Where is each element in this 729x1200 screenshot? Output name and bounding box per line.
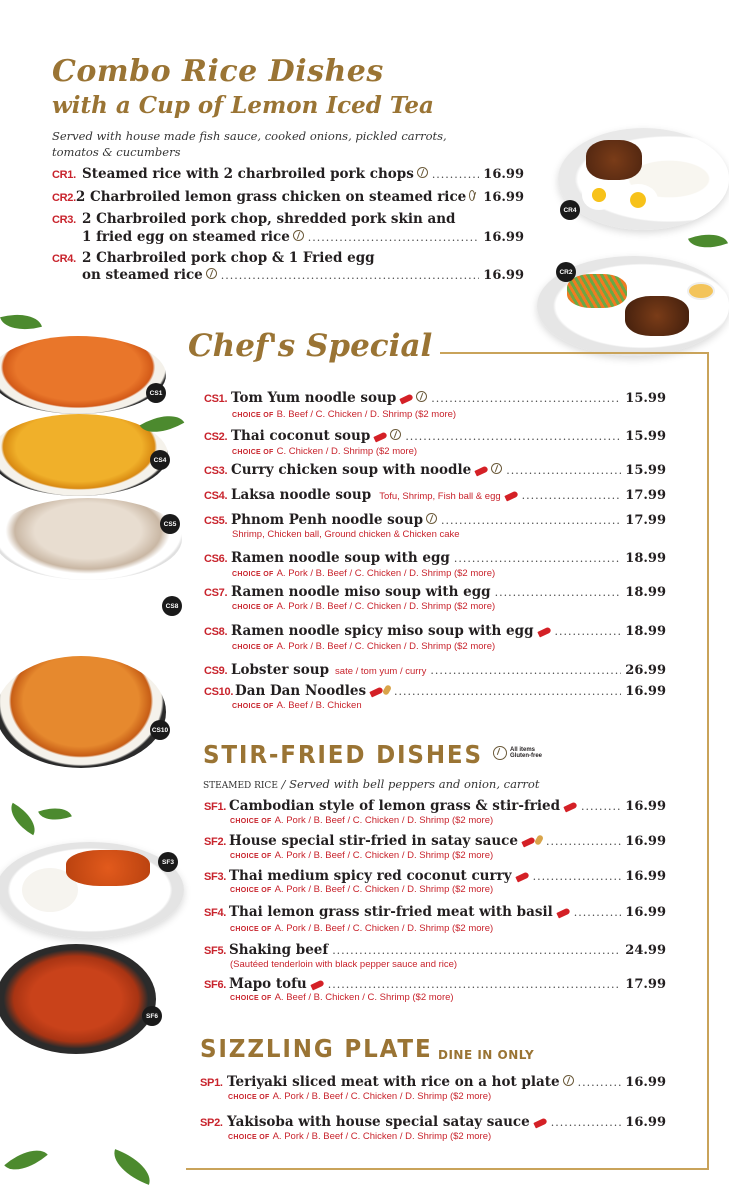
leader-dots <box>522 489 622 502</box>
item-code: SF3. <box>204 871 227 883</box>
leader-dots <box>555 625 622 638</box>
choice-label: CHOICE OF <box>230 818 272 825</box>
leader-dots <box>578 1076 622 1089</box>
menu-item-cs3 <box>204 462 666 478</box>
item-price: 17.99 <box>625 977 666 992</box>
menu-item-sf1 <box>204 798 666 814</box>
leader-dots <box>506 464 621 477</box>
leader-dots <box>546 835 621 848</box>
choice-text: A. Pork / B. Beef / C. Chicken / D. Shrimp ($2 more) <box>274 884 494 895</box>
leaf-decoration <box>0 307 42 336</box>
menu-item-cr3-line1 <box>52 211 524 227</box>
choice-options <box>232 641 495 652</box>
photo-tag-cs10: CS10 <box>150 720 170 740</box>
choice-options <box>230 815 493 826</box>
choice-options <box>232 409 456 420</box>
spicy-icon <box>537 627 551 638</box>
menu-item-cs4 <box>204 487 666 503</box>
choice-label: CHOICE OF <box>230 887 272 894</box>
item-name: 2 Charbroiled lemon grass chicken on steamed rice <box>75 189 467 205</box>
leader-dots <box>308 231 479 244</box>
choice-label: CHOICE OF <box>232 571 274 578</box>
item-price: 16.99 <box>625 799 666 814</box>
gluten-free-icon <box>416 391 427 402</box>
item-code: SP2. <box>200 1117 223 1129</box>
menu-item-cs7 <box>204 584 666 600</box>
menu-item-cr2 <box>52 189 524 205</box>
peanut-icon <box>382 684 392 696</box>
item-price: 16.99 <box>483 167 524 182</box>
item-price: 16.99 <box>625 905 666 920</box>
photo-tag-sf6: SF6 <box>142 1006 162 1026</box>
item-code: CS10. <box>204 686 234 698</box>
choice-text: A. Pork / B. Beef / C. Chicken / D. Shrimp ($2 more) <box>272 1131 492 1142</box>
item-code: CR3. <box>52 214 76 226</box>
basil-leaf-decoration <box>4 1139 47 1180</box>
leader-dots <box>454 552 621 565</box>
menu-item-cr1 <box>52 166 524 182</box>
spicy-icon <box>504 491 518 502</box>
choice-label: CHOICE OF <box>230 853 272 860</box>
choice-options <box>228 1131 491 1142</box>
leader-dots <box>394 685 621 698</box>
stir-title: STIR-FRIED DISHES <box>203 740 483 769</box>
leader-dots <box>432 168 479 181</box>
photo-tag-cs1: CS1 <box>146 383 166 403</box>
item-price: 18.99 <box>625 585 666 600</box>
gluten-free-icon <box>417 167 428 178</box>
spicy-icon <box>563 802 577 813</box>
item-name: Thai lemon grass stir-fried meat with basil <box>229 904 553 920</box>
choice-text: A. Beef / B. Chicken <box>276 700 362 711</box>
spicy-icon <box>475 466 489 477</box>
menu-item-sp1 <box>200 1074 666 1090</box>
gluten-free-note: All items Gluten-free <box>510 747 543 759</box>
spicy-icon <box>515 872 529 883</box>
gluten-free-badge <box>490 746 544 760</box>
item-name: Phnom Penh noodle soup <box>231 512 424 528</box>
item-code: CS6. <box>204 553 228 565</box>
plate-photo-cr4 <box>558 128 729 230</box>
combo-title-line2: with a Cup of Lemon Iced Tea <box>52 92 434 119</box>
leader-dots <box>533 870 622 883</box>
spicy-icon <box>533 1118 547 1129</box>
gluten-free-icon <box>206 268 217 279</box>
spicy-icon <box>374 432 388 443</box>
item-price: 16.99 <box>625 869 666 884</box>
item-code: CR1. <box>52 169 76 181</box>
choice-text: A. Pork / B. Beef / C. Chicken / D. Shrimp ($2 more) <box>274 923 494 934</box>
combo-subtitle: Served with house made fish sauce, cooked onions, pickled carrots, <box>52 129 447 143</box>
item-name: Lobster soup <box>231 662 330 678</box>
item-note: sate / tom yum / curry <box>335 666 427 677</box>
item-name-cont: 1 fried egg on steamed rice <box>82 229 290 245</box>
bowl-photo-cs5 <box>0 498 182 580</box>
sizzling-title: SIZZLING PLATE <box>200 1034 433 1063</box>
gluten-free-icon <box>390 429 401 440</box>
gluten-free-icon <box>563 1075 574 1086</box>
leader-dots <box>221 269 480 282</box>
item-code: CS8. <box>204 626 228 638</box>
leader-dots <box>431 392 621 405</box>
choice-options <box>230 884 493 895</box>
item-code: CS1. <box>204 393 228 405</box>
item-price: 16.99 <box>625 1115 666 1130</box>
choice-options <box>232 568 495 579</box>
menu-item-sf6 <box>204 976 666 992</box>
item-code: SF5. <box>204 945 227 957</box>
item-code: CR2. <box>52 192 76 204</box>
menu-item-cs5 <box>204 512 666 528</box>
item-name: Cambodian style of lemon grass & stir-fried <box>229 798 561 814</box>
item-price: 18.99 <box>625 551 666 566</box>
item-price: 16.99 <box>483 268 524 283</box>
item-name: Ramen noodle spicy miso soup with egg <box>231 623 534 639</box>
item-price: 17.99 <box>625 513 666 528</box>
choice-options <box>230 850 493 861</box>
photo-tag-cs5: CS5 <box>160 514 180 534</box>
choice-text: A. Pork / B. Beef / C. Chicken / D. Shrimp ($2 more) <box>274 850 494 861</box>
stir-subtitle-text: / Served with bell peppers and onion, carrot <box>277 777 540 791</box>
basil-leaf-decoration <box>108 1149 157 1185</box>
item-code: CS2. <box>204 431 228 443</box>
menu-item-cs2 <box>204 428 666 444</box>
item-name: Tom Yum noodle soup <box>231 390 397 406</box>
peanut-icon <box>534 834 544 846</box>
photo-tag-cr2: CR2 <box>556 262 576 282</box>
gluten-free-icon <box>493 746 507 760</box>
item-name: Curry chicken soup with noodle <box>231 462 472 478</box>
item-price: 15.99 <box>625 429 666 444</box>
gluten-free-icon <box>293 230 304 241</box>
item-code: SF6. <box>204 979 227 991</box>
choice-label: CHOICE OF <box>232 644 274 651</box>
item-name: Teriyaki sliced meat with rice on a hot plate <box>227 1074 560 1090</box>
item-name: Shaking beef <box>229 942 329 958</box>
spicy-icon <box>556 908 570 919</box>
item-price: 15.99 <box>625 463 666 478</box>
gluten-free-icon <box>491 463 502 474</box>
item-name: Thai coconut soup <box>231 428 371 444</box>
choice-options <box>228 1091 491 1102</box>
choice-text: B. Beef / C. Chicken / D. Shrimp ($2 more) <box>276 409 457 420</box>
item-code: CS4. <box>204 490 228 502</box>
item-price: 15.99 <box>625 391 666 406</box>
photo-tag-sf3: SF3 <box>158 852 178 872</box>
item-name: Ramen noodle soup with egg <box>231 550 450 566</box>
choice-label: CHOICE OF <box>232 604 274 611</box>
leader-dots <box>574 906 622 919</box>
chef-title: Chef's Special <box>188 328 440 364</box>
item-price: 16.99 <box>483 190 524 205</box>
item-code: CS9. <box>204 665 228 677</box>
menu-item-cr4 <box>82 267 524 283</box>
choice-options <box>232 700 362 711</box>
item-name: 2 Charbroiled pork chop, shredded pork skin and <box>82 211 456 227</box>
choice-label: CHOICE OF <box>228 1134 270 1141</box>
item-code: CS7. <box>204 587 228 599</box>
item-code: CS3. <box>204 465 228 477</box>
choice-text: A. Pork / B. Beef / C. Chicken / D. Shrimp ($2 more) <box>276 568 496 579</box>
item-code: SF1. <box>204 801 227 813</box>
basil-leaf-decoration <box>38 801 72 826</box>
item-name: Ramen noodle miso soup with egg <box>231 584 491 600</box>
bowl-photo-cs10 <box>0 656 166 768</box>
choice-options <box>232 446 417 457</box>
item-note: Tofu, Shrimp, Fish ball & egg <box>379 491 501 502</box>
item-name: Laksa noodle soup <box>231 487 372 503</box>
menu-item-cs6 <box>204 550 666 566</box>
choice-label: CHOICE OF <box>232 412 274 419</box>
combo-subtitle-2: tomatos & cucumbers <box>52 145 181 159</box>
plate-photo-sf6 <box>0 944 156 1054</box>
spicy-icon <box>369 687 383 698</box>
bowl-photo-cs8 <box>0 572 178 656</box>
choice-text: A. Pork / B. Beef / C. Chicken / D. Shrimp ($2 more) <box>274 815 494 826</box>
item-name: Mapo tofu <box>229 976 307 992</box>
choice-text: A. Beef / B. Chicken / C. Shrimp ($2 more) <box>274 992 454 1003</box>
menu-item-cr3 <box>82 229 524 245</box>
menu-item-cs9 <box>204 662 666 678</box>
leader-dots <box>495 586 622 599</box>
item-price: 26.99 <box>625 663 666 678</box>
item-price: 16.99 <box>625 684 666 699</box>
item-price: 17.99 <box>625 488 666 503</box>
menu-item-sf4 <box>204 904 666 920</box>
gluten-free-icon <box>469 190 475 201</box>
stir-subtitle-caps: STEAMED RICE <box>203 781 278 791</box>
basil-leaf-decoration <box>4 803 42 836</box>
leader-dots <box>581 800 621 813</box>
item-name: Yakisoba with house special satay sauce <box>227 1114 530 1130</box>
choice-text: A. Pork / B. Beef / C. Chicken / D. Shrimp ($2 more) <box>276 601 496 612</box>
leader-dots <box>551 1116 622 1129</box>
choice-label: CHOICE OF <box>232 703 274 710</box>
item-name: Steamed rice with 2 charbroiled pork chops <box>82 166 414 182</box>
choice-options <box>230 992 454 1003</box>
spicy-icon <box>310 980 324 991</box>
item-code: CS5. <box>204 515 228 527</box>
item-code: SF2. <box>204 836 227 848</box>
item-name: House special stir-fried in satay sauce <box>229 833 518 849</box>
choice-label: CHOICE OF <box>228 1094 270 1101</box>
choice-options <box>232 601 495 612</box>
menu-item-sf3 <box>204 868 666 884</box>
item-price: 16.99 <box>625 834 666 849</box>
stir-subtitle <box>203 777 539 791</box>
basil-leaf-decoration <box>688 226 728 255</box>
plate-photo-sf3 <box>0 842 184 938</box>
choice-label: CHOICE OF <box>230 995 272 1002</box>
leader-dots <box>405 430 621 443</box>
item-name-cont: on steamed rice <box>82 267 203 283</box>
leader-dots <box>332 944 621 957</box>
choice-options <box>230 923 493 934</box>
item-description: (Sautéed tenderloin with black pepper sauce and rice) <box>230 959 458 970</box>
photo-tag-cr4: CR4 <box>560 200 580 220</box>
leader-dots <box>441 514 621 527</box>
leader-dots <box>328 978 622 991</box>
sizzling-subtitle: DINE IN ONLY <box>438 1048 535 1062</box>
menu-item-cs8 <box>204 623 666 639</box>
choice-text: A. Pork / B. Beef / C. Chicken / D. Shrimp ($2 more) <box>276 641 496 652</box>
spicy-icon <box>400 394 414 405</box>
choice-label: CHOICE OF <box>232 449 274 456</box>
item-code: SP1. <box>200 1077 223 1089</box>
choice-text: A. Pork / B. Beef / C. Chicken / D. Shrimp ($2 more) <box>272 1091 492 1102</box>
gluten-free-icon <box>426 513 437 524</box>
item-name: 2 Charbroiled pork chop & 1 Fried egg <box>82 250 375 266</box>
menu-item-cs10 <box>204 683 666 699</box>
menu-item-sf2 <box>204 833 666 849</box>
item-code: CR4. <box>52 253 76 265</box>
choice-label: CHOICE OF <box>230 926 272 933</box>
item-description: Shrimp, Chicken ball, Ground chicken & Chicken cake <box>232 529 460 540</box>
choice-text: C. Chicken / D. Shrimp ($2 more) <box>276 446 418 457</box>
item-name: Dan Dan Noodles <box>235 683 367 699</box>
menu-item-cs1 <box>204 390 666 406</box>
menu-item-sp2 <box>200 1114 666 1130</box>
spicy-icon <box>521 837 535 848</box>
menu-item-cr4-line1 <box>52 250 524 266</box>
leader-dots <box>430 664 621 677</box>
item-price: 24.99 <box>625 943 666 958</box>
combo-title: Combo Rice Dishes <box>52 54 384 89</box>
bowl-photo-cs1 <box>0 336 166 414</box>
item-price: 16.99 <box>625 1075 666 1090</box>
photo-tag-cs4: CS4 <box>150 450 170 470</box>
item-price: 18.99 <box>625 624 666 639</box>
menu-item-sf5 <box>204 942 666 958</box>
item-price: 16.99 <box>483 230 524 245</box>
photo-tag-cs8: CS8 <box>162 596 182 616</box>
item-name: Thai medium spicy red coconut curry <box>229 868 512 884</box>
item-code: SF4. <box>204 907 227 919</box>
